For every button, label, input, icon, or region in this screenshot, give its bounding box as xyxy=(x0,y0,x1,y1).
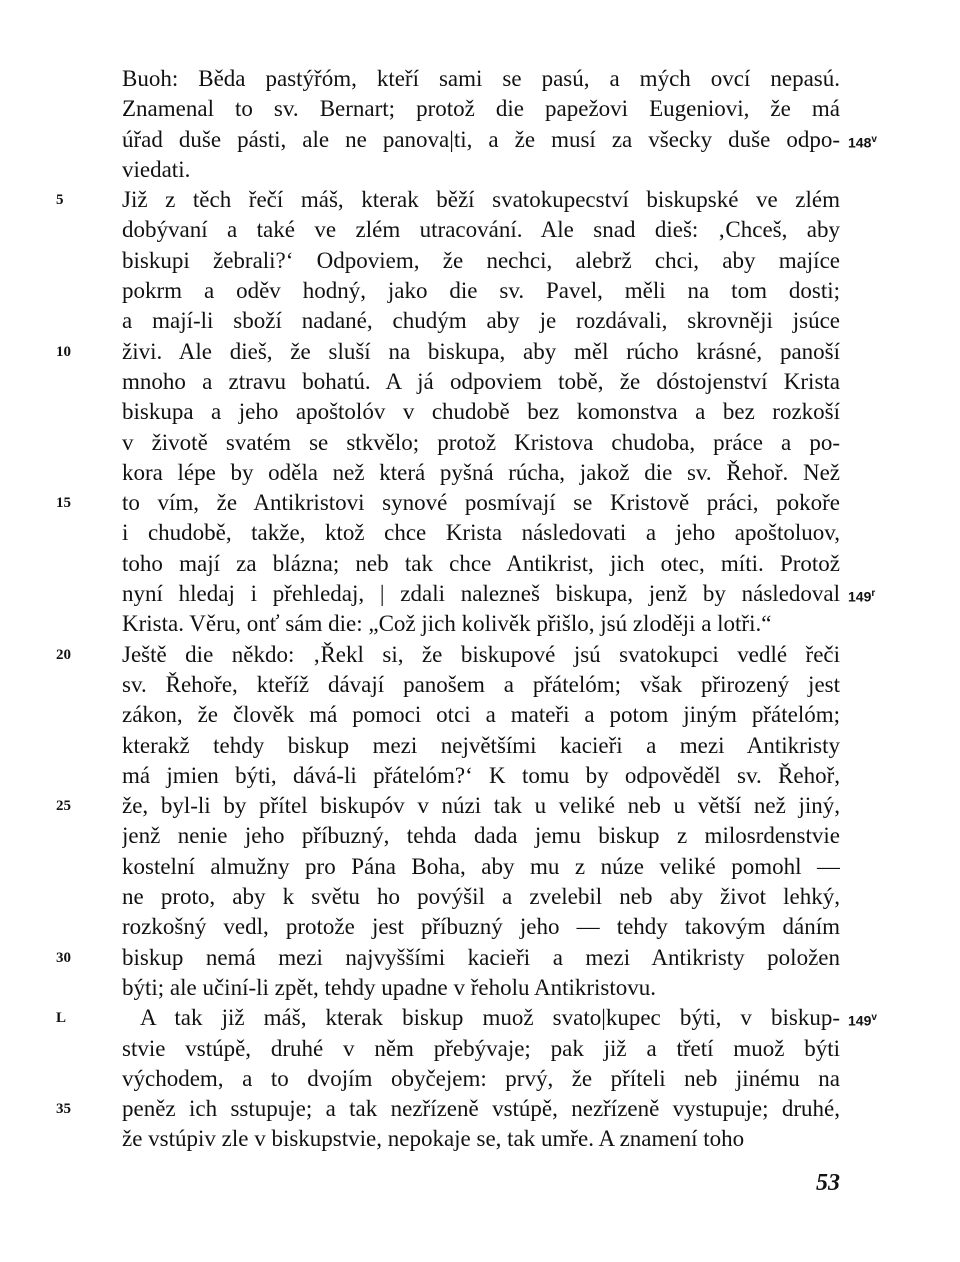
line-number: 25 xyxy=(56,798,71,815)
text-line: že, byl-li by přítel biskupóv v núzi tak u veliké neb u větší než jiný, xyxy=(122,793,840,819)
text-line: má jmien býti, dává-li přátelóm?‘ K tomu by odpověděl sv. Řehoř, xyxy=(122,762,840,788)
text-line: a mají-li sboží nadané, chudým aby je rozdávali, skrovněji jsúce xyxy=(122,308,840,334)
line-number: 5 xyxy=(56,192,64,209)
text-line: viedati. xyxy=(122,156,191,182)
text-line: sv. Řehoře, kteříž dávají panošem a přátelóm; však přirozený jest xyxy=(122,671,840,697)
text-line: zákon, že člověk má pomoci otci a mateři a potom jiným přátelóm; xyxy=(122,702,840,728)
folio-number: 149 xyxy=(848,1012,872,1029)
text-line: biskupa a jeho apoštolóv v chudobě bez komonstva a bez rozkoší xyxy=(122,399,840,425)
text-line: rozkošný vedl, protože jest příbuzný jeho — tehdy takovým dáním xyxy=(122,914,840,940)
text-line: nyní hledaj i přehledaj, | zdali nalezneš biskupa, jenž by následoval xyxy=(122,581,840,607)
body-text xyxy=(122,64,840,1155)
text-line: kostelní almužny pro Pána Boha, aby mu z núze veliké pomohl — xyxy=(122,853,840,879)
text-line: Krista. Věru, onť sám die: „Což jich kolivěk přišlo, jsú zloději a lotři.“ xyxy=(122,611,772,637)
text-line: stvie vstúpě, druhé v něm přebývaje; pak již a třetí muož býti xyxy=(122,1035,840,1061)
text-line: v životě svatém se stkvělo; protož Kristova chudoba, práce a po- xyxy=(122,429,840,455)
text-line: Již z těch řečí máš, kterak běží svatokupecství biskupské ve zlém xyxy=(122,187,840,213)
folio-marker xyxy=(848,1003,908,1033)
text-line: dobývaní a také ve zlém utracování. Ale snad dieš: ‚Chceš, aby xyxy=(122,217,840,243)
text-line: jenž nenie jeho příbuzný, tehda dada jemu biskup z milosrdenstvie xyxy=(122,823,840,849)
text-line: peněz ich sstupuje; a tak nezřízeně vstúpě, nezřízeně vystupuje; druhé, xyxy=(122,1096,840,1122)
text-line: kterakž tehdy biskup mezi největšími kacieři a mezi Antikristy xyxy=(122,732,840,758)
text-line: Buoh: Běda pastýřóm, kteří sami se pasú, a mých ovcí nepasú. xyxy=(122,66,840,91)
line-number: 35 xyxy=(56,1101,71,1118)
folio-marker xyxy=(848,579,908,609)
folio-side: v xyxy=(871,1012,877,1024)
folio-number: 148 xyxy=(848,134,872,151)
text-line: živi. Ale dieš, že sluší na biskupa, aby měl rúcho krásné, panoší xyxy=(122,338,840,364)
text-line: A tak již máš, kterak biskup muož svato|kupec býti, v biskup- xyxy=(140,1005,840,1031)
text-line: kora lépe by oděla než která pyšná rúcha, jakož die sv. Řehoř. Než xyxy=(122,459,840,485)
text-line: ne proto, aby k světu ho povýšil a zvelebil neb aby život lehký, xyxy=(122,884,840,910)
text-line: biskupi žebrali?‘ Odpoviem, že nechci, alebrž chci, aby majíce xyxy=(122,247,840,273)
folio-side: r xyxy=(871,588,876,600)
text-line: i chudobě, takže, ktož chce Krista následovati a jeho apoštoluov, xyxy=(122,520,840,546)
text-line: to vím, že Antikristovi synové posmívají se Kristově práci, pokoře xyxy=(122,490,840,516)
folio-side: v xyxy=(871,133,877,145)
text-line: pokrm a oděv hodný, jako die sv. Pavel, měli na tom dosti; xyxy=(122,278,840,304)
text-line: východem, a to dvojím obyčejem: prvý, že příteli neb jinému na xyxy=(122,1065,840,1091)
line-number: 20 xyxy=(56,646,71,663)
folio-marker xyxy=(848,125,908,155)
text-line: že vstúpiv zle v biskupstvie, nepokaje se, tak umře. A znamení toho xyxy=(122,1126,745,1152)
text-line: úřad duše pásti, ale ne panova|ti, a že musí za všecky duše odpo- xyxy=(122,126,840,152)
page-number: 53 xyxy=(816,1170,840,1196)
line-number: 10 xyxy=(56,343,71,360)
text-line: býti; ale učiní-li zpět, tehdy upadne v řeholu Antikristovu. xyxy=(122,974,656,1000)
text-line: Znamenal to sv. Bernart; protož die papežovi Eugeniovi, že má xyxy=(122,96,840,122)
text-line: mnoho a ztravu bohatú. A já odpoviem tobě, že dóstojenství Krista xyxy=(122,368,840,394)
text-line: biskup nemá mezi najvyššími kacieři a mezi Antikristy položen xyxy=(122,944,840,970)
folio-number: 149 xyxy=(848,588,872,605)
line-number: L xyxy=(56,1010,67,1027)
line-number: 15 xyxy=(56,495,71,512)
text-line: toho mají za blázna; neb tak chce Antikrist, jich otec, míti. Protož xyxy=(122,550,840,576)
text-line: Ještě die někdo: ‚Řekl si, že biskupové jsú svatokupci vedlé řeči xyxy=(122,641,840,667)
line-number: 30 xyxy=(56,949,71,966)
